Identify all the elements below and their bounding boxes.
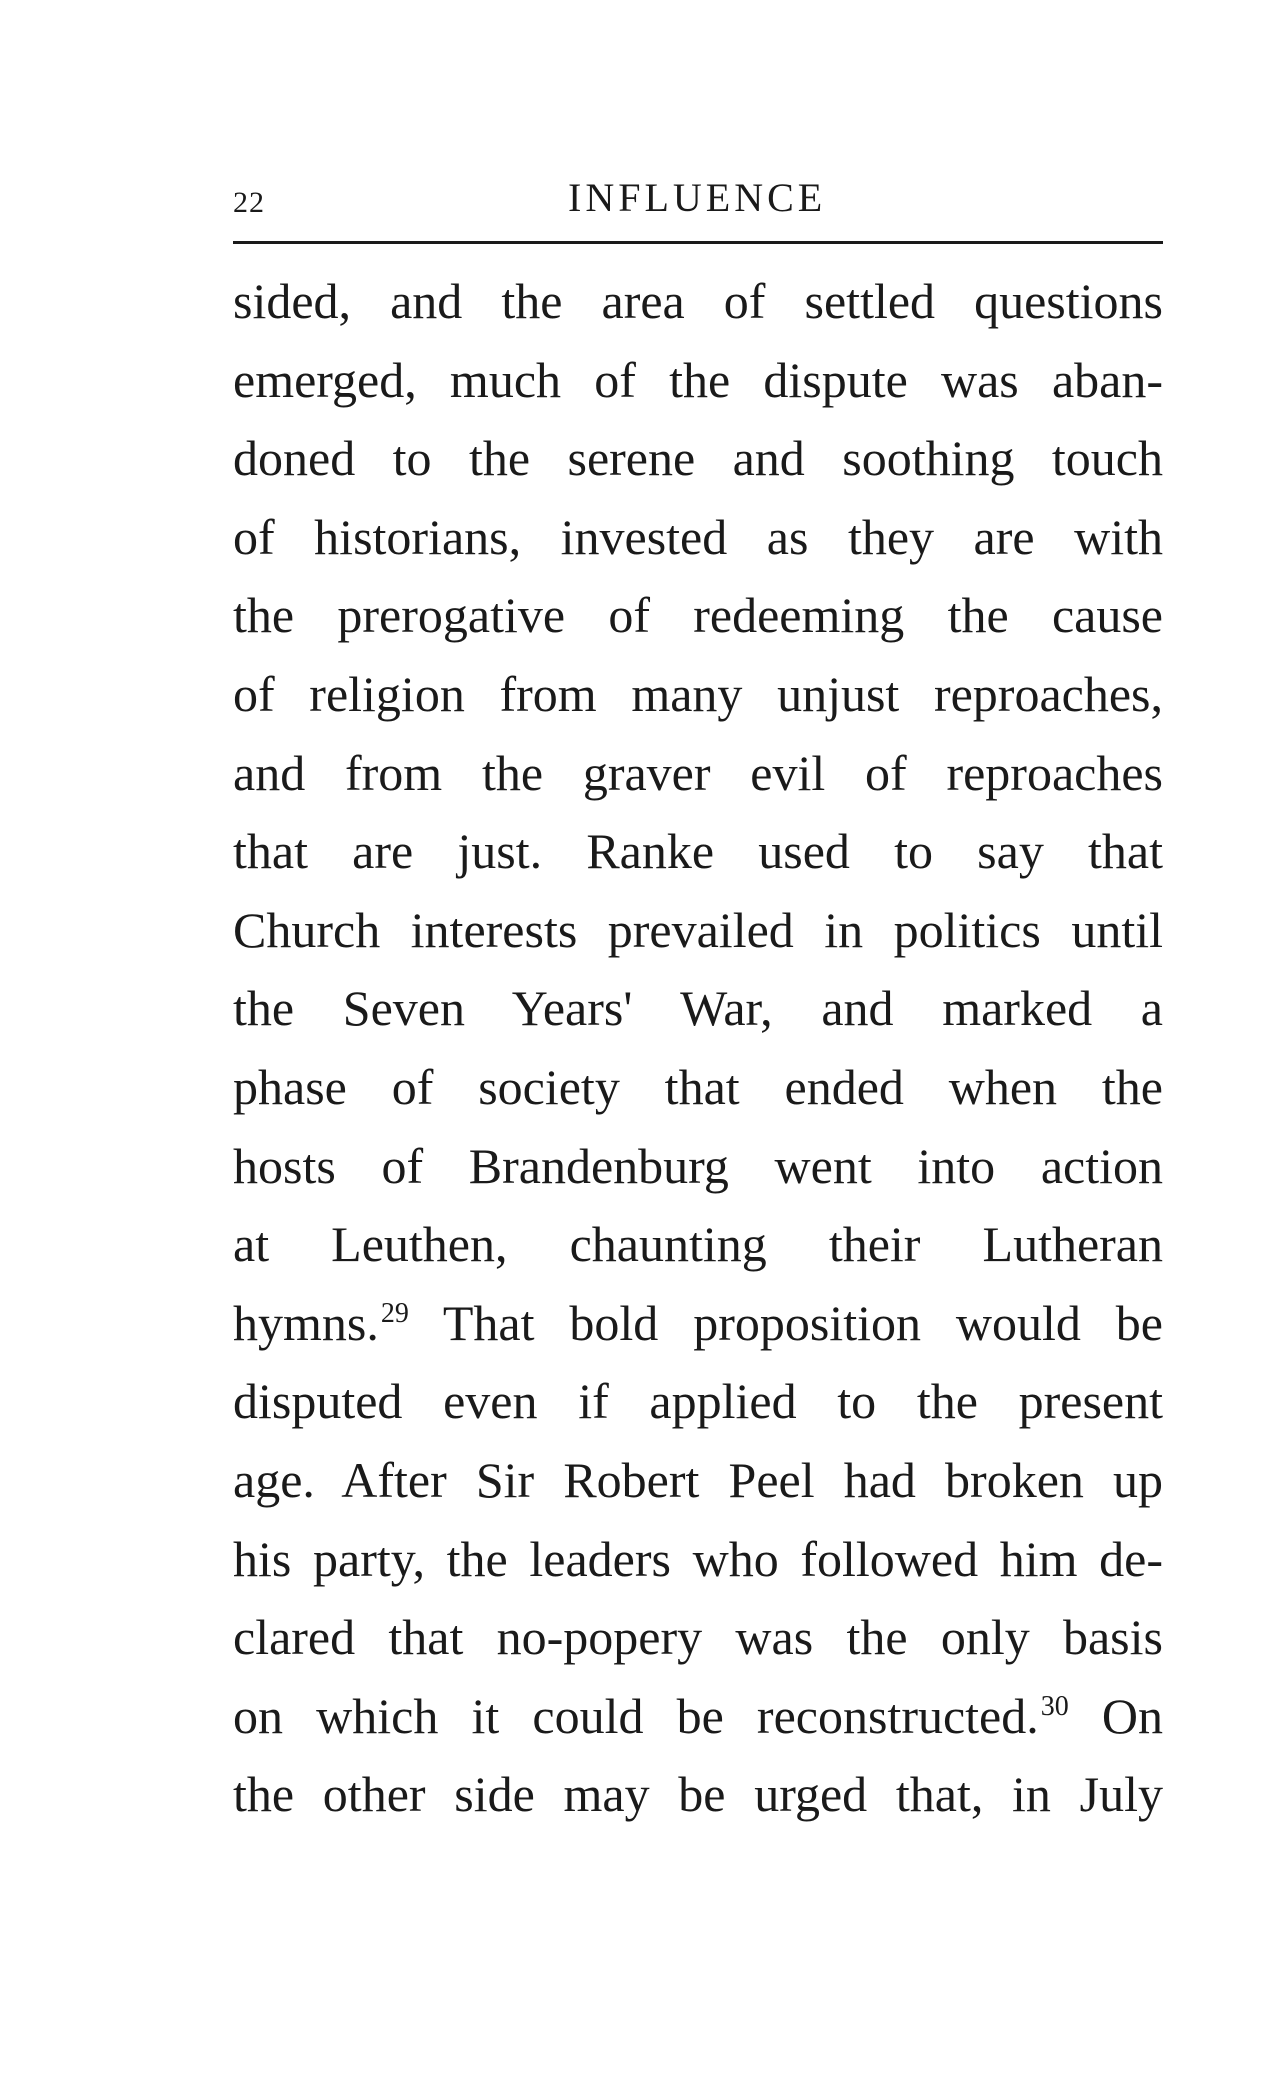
text-line-with-footnote	[233, 1677, 1163, 1756]
text-fragment: That bold proposition would be	[408, 1294, 1163, 1351]
text-line: sided, and the area of settled questions	[233, 273, 1163, 329]
footnote-reference-29: 29	[380, 1297, 409, 1329]
text-line: phase of society that ended when the	[233, 1058, 1163, 1115]
text-line: age. After Sir Robert Peel had broken up	[233, 1451, 1163, 1508]
text-line: emerged, much of the dispute was aban-	[233, 351, 1163, 408]
text-line: doned to the serene and soothing touch	[233, 430, 1163, 487]
text-line: disputed even if applied to the present	[233, 1373, 1163, 1430]
text-line: hosts of Brandenburg went into action	[233, 1137, 1163, 1194]
text-line: of historians, invested as they are with	[233, 508, 1163, 565]
text-fragment: On	[1068, 1687, 1163, 1744]
footnote-reference-30: 30	[1040, 1690, 1069, 1722]
text-line: his party, the leaders who followed him de-	[233, 1530, 1163, 1587]
running-head	[233, 170, 1163, 230]
text-line: of religion from many unjust reproaches,	[233, 665, 1163, 722]
text-line: clared that no-popery was the only basis	[233, 1609, 1163, 1666]
text-line: that are just. Ranke used to say that	[233, 823, 1163, 880]
text-line-with-footnote	[233, 1284, 1163, 1363]
text-line: and from the graver evil of reproaches	[233, 744, 1163, 801]
page-number: 22	[233, 186, 265, 219]
text-line: the prerogative of redeeming the cause	[233, 587, 1163, 644]
text-fragment: hymns.	[233, 1294, 379, 1351]
running-title: INFLUENCE	[568, 175, 827, 220]
text-line: Church interests prevailed in politics until	[233, 901, 1163, 958]
text-line: the other side may be urged that, in July	[233, 1766, 1163, 1823]
text-line: the Seven Years' War, and marked a	[233, 980, 1163, 1037]
header-rule	[233, 241, 1163, 244]
text-fragment: on which it could be reconstructed.	[233, 1687, 1039, 1744]
body-text	[233, 262, 1163, 1834]
text-line: at Leuthen, chaunting their Lutheran	[233, 1216, 1163, 1273]
